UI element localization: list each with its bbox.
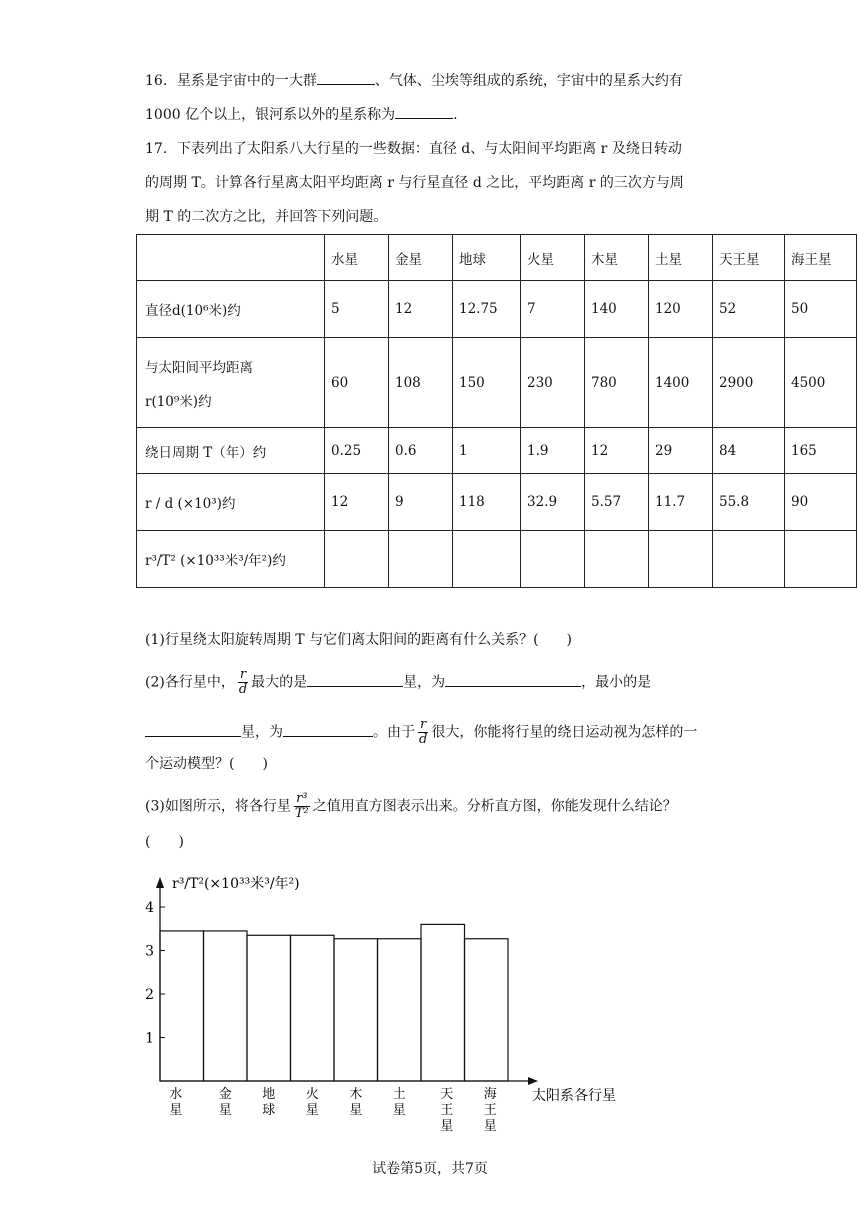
table-cell: 118 [453, 474, 521, 531]
header-cell: 火星 [521, 235, 585, 281]
header-cell: 地球 [453, 235, 521, 281]
sub-question-1: (1)行星绕太阳旋转周期 T 与它们离太阳间的距离有什么关系？( ) [145, 632, 572, 648]
sub-question-2-line1 [145, 668, 651, 697]
bar [465, 939, 509, 1081]
sub2-text-d: ，最小的是 [581, 674, 652, 691]
table-cell: 12.75 [453, 281, 521, 338]
table-cell [713, 531, 785, 588]
sub-question-2-line3: 个运动模型？( ) [145, 756, 268, 772]
header-cell: 海王星 [785, 235, 857, 281]
row-label: r / d (×10³)约 [137, 474, 325, 531]
table-header-row [137, 235, 857, 281]
y-tick-label: 4 [145, 900, 154, 916]
answer-blank[interactable] [283, 722, 373, 737]
table-cell: 1 [453, 428, 521, 474]
table-cell: 150 [453, 338, 521, 428]
bar [204, 931, 248, 1081]
bar [334, 939, 378, 1081]
y-tick-label: 3 [145, 943, 154, 960]
sub-question-3-line1 [145, 792, 677, 821]
bar [291, 935, 335, 1081]
header-cell: 金星 [389, 235, 453, 281]
sub2-text-a: (2)各行星中， [145, 674, 235, 691]
q16-text-4: . [453, 107, 458, 123]
q16-text-2: 、气体、尘埃等组成的系统，宇宙中的星系大约有 [374, 73, 683, 89]
category-label: 金星 [218, 1087, 232, 1118]
q16-blank-2[interactable] [395, 104, 453, 119]
q16-text-3: 1000 亿个以上，银河系以外的星系称为 [145, 107, 396, 123]
table-cell: 780 [585, 338, 649, 428]
table-cell: 2900 [713, 338, 785, 428]
table-cell [521, 531, 585, 588]
row-label: 绕日周期 T（年）约 [137, 428, 325, 474]
r3-over-t2-fraction [293, 792, 311, 821]
table-cell [649, 531, 713, 588]
sub2-text-g: 很大，你能将行星的绕日运动视为怎样的一 [431, 724, 698, 741]
category-label: 火星 [305, 1087, 319, 1118]
frac-num: r [420, 717, 427, 732]
r-over-d-fraction [417, 718, 429, 747]
table-cell: 55.8 [713, 474, 785, 531]
q17-line1: 17．下表列出了太阳系八大行星的一些数据：直径 d、与太阳间平均距离 r 及绕日转动 [145, 141, 682, 157]
table-cell: 12 [585, 428, 649, 474]
bar [160, 931, 204, 1081]
sub2-text-c: 星，为 [403, 674, 446, 691]
planet-data-table [136, 234, 857, 588]
table-cell: 52 [713, 281, 785, 338]
table-row [137, 474, 857, 531]
q16-line2 [145, 104, 458, 125]
category-label: 天王星 [440, 1087, 454, 1134]
answer-blank[interactable] [145, 722, 241, 737]
table-cell: 60 [325, 338, 389, 428]
table-cell: 165 [785, 428, 857, 474]
table-cell: 108 [389, 338, 453, 428]
category-label: 木星 [349, 1087, 363, 1118]
sub2-text-e: 星，为 [241, 724, 283, 741]
table-cell: 84 [713, 428, 785, 474]
x-axis-arrow [528, 1077, 538, 1085]
category-label: 水星 [169, 1087, 183, 1118]
sub-question-2-line2 [145, 718, 697, 747]
table-cell: 4500 [785, 338, 857, 428]
row-label: 直径d(10⁶米)约 [137, 281, 325, 338]
q17-line2: 的周期 T。计算各行星离太阳平均距离 r 与行星直径 d 之比，平均距离 r 的三次方与周 [145, 175, 684, 191]
page-footer: 试卷第5页，共7页 [372, 1161, 488, 1177]
r-over-d-fraction [237, 668, 249, 697]
table-cell [585, 531, 649, 588]
table-cell: 50 [785, 281, 857, 338]
table-cell: 1400 [649, 338, 713, 428]
table-cell: 5 [325, 281, 389, 338]
row-label [137, 338, 325, 428]
table-cell: 0.25 [325, 428, 389, 474]
table-cell: 29 [649, 428, 713, 474]
table-cell: 5.57 [585, 474, 649, 531]
y-axis-label: r³/T²(×10³³米³/年²) [172, 876, 300, 892]
header-cell: 水星 [325, 235, 389, 281]
category-label: 地球 [262, 1087, 276, 1118]
header-cell: 天王星 [713, 235, 785, 281]
y-tick-label: 2 [145, 987, 154, 1003]
table-row [137, 531, 857, 588]
table-cell: 32.9 [521, 474, 585, 531]
table-row [137, 281, 857, 338]
sub3-text-a: (3)如图所示，将各行星 [145, 798, 291, 815]
q16-line1 [145, 70, 683, 91]
table-cell: 11.7 [649, 474, 713, 531]
bar [378, 939, 422, 1081]
row-label-line1: 与太阳间平均距离 [145, 359, 253, 376]
table-cell [785, 531, 857, 588]
table-cell [325, 531, 389, 588]
y-tick-label: 1 [145, 1030, 154, 1047]
table-cell [389, 531, 453, 588]
answer-blank[interactable] [445, 672, 581, 687]
frac-num: r³ [296, 791, 308, 806]
q16-blank-1[interactable] [317, 70, 375, 85]
sub2-text-f: 。由于 [373, 724, 415, 741]
table-cell: 0.6 [389, 428, 453, 474]
header-cell [137, 235, 325, 281]
table-cell: 12 [389, 281, 453, 338]
header-cell: 土星 [649, 235, 713, 281]
table-cell: 9 [389, 474, 453, 531]
header-cell: 木星 [585, 235, 649, 281]
frac-num: r [239, 667, 247, 682]
table-cell: 12 [325, 474, 389, 531]
sub-question-3-line2: ( ) [145, 834, 184, 850]
table-cell: 230 [521, 338, 585, 428]
x-axis-label: 太阳系各行星 [532, 1088, 616, 1104]
answer-blank[interactable] [307, 672, 403, 687]
row-label: r³/T² (×10³³米³/年²)约 [137, 531, 325, 588]
y-axis-arrow [156, 877, 164, 888]
frac-den: d [419, 732, 428, 747]
table-cell: 120 [649, 281, 713, 338]
q17-line3: 期 T 的二次方之比，并回答下列问题。 [145, 209, 388, 225]
bar [247, 935, 291, 1081]
q16-text-1: 16．星系是宇宙中的一大群 [145, 73, 317, 89]
table-cell: 140 [585, 281, 649, 338]
table-cell: 7 [521, 281, 585, 338]
category-label: 土星 [392, 1087, 406, 1118]
row-label-line2: r(10⁹米)约 [145, 393, 212, 410]
table-row [137, 338, 857, 428]
sub2-text-b: 最大的是 [251, 674, 308, 691]
frac-den: T² [294, 806, 309, 821]
table-cell: 1.9 [521, 428, 585, 474]
bar [421, 924, 465, 1081]
sub3-text-b: 之值用直方图表示出来。分析直方图，你能发现什么结论？ [312, 798, 677, 815]
table-row [137, 428, 857, 474]
table-cell: 90 [785, 474, 857, 531]
category-label: 海王星 [483, 1087, 497, 1134]
frac-den: d [238, 682, 248, 697]
table-cell [453, 531, 521, 588]
